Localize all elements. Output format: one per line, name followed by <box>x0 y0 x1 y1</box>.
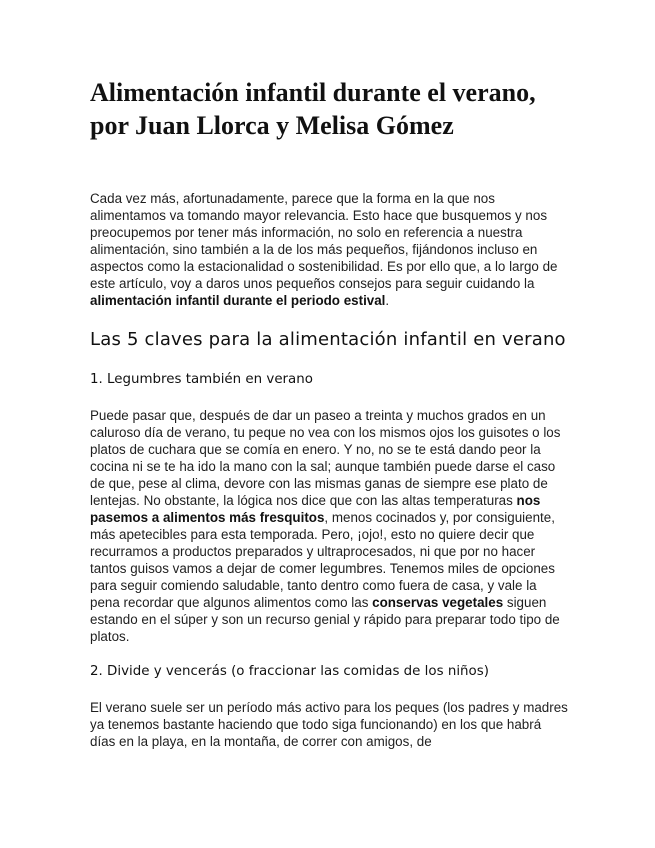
subsection-1-text-part1: Puede pasar que, después de dar un paseo a treinta y muchos grados en un caluroso día de verano, tu peque no vea con los mismos ojos los guisotes o los platos de cuchara que se comía en enero. Y no, no se te está dando peor la cocina ni se te ha ido la mano con la sal; aunque también puede darse el caso de que, pese al clima, devore con las mismas ganas de siempre ese plato de lentejas. No obstante, la lógica nos dice que con las altas temperaturas <box>90 408 561 508</box>
subsection-1-text-part3: siguen estando en el súper y son un recurso genial y rápido para preparar todo tipo de platos. <box>90 595 560 644</box>
intro-text: Cada vez más, afortunadamente, parece que la forma en la que nos alimentamos va tomando mayor relevancia. Esto hace que busquemos y nos preocupemos por tener más información, no solo en referencia a nuestra alimentación, sino también a la de los más pequeños, fijándonos incluso en aspectos como la estacionalidad o sostenibilidad. Es por ello que, a lo largo de este artículo, voy a daros unos pequeños consejos para seguir cuidando la <box>90 191 558 291</box>
subsection-2-heading: 2. Divide y vencerás (o fraccionar las comidas de los niños) <box>90 664 489 679</box>
page-title: Alimentación infantil durante el verano, por Juan Llorca y Melisa Gómez <box>90 78 536 140</box>
intro-bold-text: alimentación infantil durante el periodo estival <box>90 293 386 308</box>
subsection-1-heading: 1. Legumbres también en verano <box>90 372 313 387</box>
section-heading: Las 5 claves para la alimentación infantil en verano <box>90 329 566 350</box>
subsection-1-paragraph <box>90 407 568 645</box>
subsection-1-bold-1: nos pasemos a alimentos más fresquitos <box>90 493 541 525</box>
article <box>90 76 568 750</box>
intro-text-end: . <box>385 293 390 308</box>
subsection-1-bold-2: conservas vegetales <box>372 595 504 610</box>
intro-paragraph <box>90 190 568 309</box>
subsection-1-text-part2: , menos cocinados y, por consiguiente, más apetecibles para esta temporada. Pero, ¡ojo!, esto no quiere decir que recurramos a productos preparados y ultraprocesados, ni que por no hacer tantos guisos vamos a dejar de comer legumbres. Tenemos miles de opciones para seguir comiendo saludable, tanto dentro como fuera de casa, y vale la pena recordar que algunos alimentos como las <box>90 510 555 610</box>
subsection-2-paragraph: El verano suele ser un período más activo para los peques (los padres y madres ya tenemos bastante haciendo que todo siga funcionando) en los que habrá días en la playa, en la montaña, de correr con amigos, de <box>90 700 568 749</box>
